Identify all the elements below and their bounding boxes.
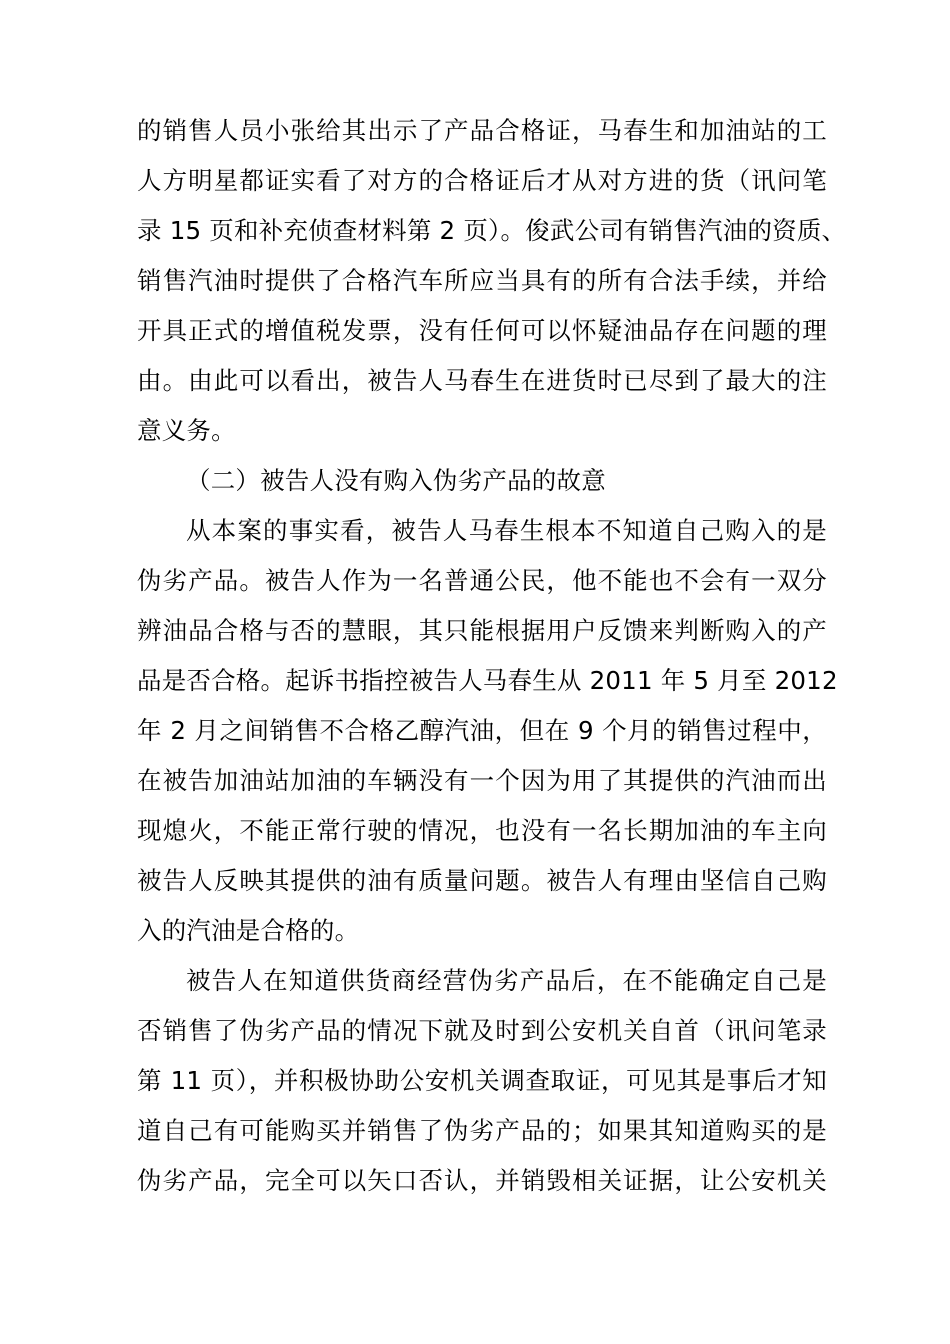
text-line: 在被告加油站加油的车辆没有一个因为用了其提供的汽油而出 [137,766,827,795]
text-line: 道自己有可能购买并销售了伪劣产品的；如果其知道购买的是 [137,1116,827,1145]
text-line: 人方明星都证实看了对方的合格证后才从对方进的货（讯问笔 [137,166,827,195]
text-line: 被告人在知道供货商经营伪劣产品后，在不能确定自己是 [186,966,827,995]
section-heading: （二）被告人没有购入伪劣产品的故意 [186,466,606,495]
text-line: 意义务。 [137,416,236,445]
text-line: 品是否合格。起诉书指控被告人马春生从 2011 年 5 月至 2012 [137,666,838,695]
text-line: 销售汽油时提供了合格汽车所应当具有的所有合法手续，并给 [137,266,827,295]
text-line: 的销售人员小张给其出示了产品合格证，马春生和加油站的工 [137,116,827,145]
text-line: 被告人反映其提供的油有质量问题。被告人有理由坚信自己购 [137,866,827,895]
text-line: 开具正式的增值税发票，没有任何可以怀疑油品存在问题的理 [137,316,827,345]
text-line: 伪劣产品。被告人作为一名普通公民，他不能也不会有一双分 [137,566,827,595]
text-line: 否销售了伪劣产品的情况下就及时到公安机关自首（讯问笔录 [137,1016,827,1045]
text-line: 录 15 页和补充侦查材料第 2 页）。俊武公司有销售汽油的资质、 [137,216,847,245]
text-line: 由。由此可以看出，被告人马春生在进货时已尽到了最大的注 [137,366,827,395]
text-line: 辨油品合格与否的慧眼，其只能根据用户反馈来判断购入的产 [137,616,827,645]
text-line: 第 11 页），并积极协助公安机关调查取证，可见其是事后才知 [137,1066,827,1095]
text-line: 现熄火，不能正常行驶的情况，也没有一名长期加油的车主向 [137,816,827,845]
text-line: 伪劣产品，完全可以矢口否认，并销毁相关证据，让公安机关 [137,1166,827,1195]
text-line: 入的汽油是合格的。 [137,916,360,945]
text-line: 从本案的事实看，被告人马春生根本不知道自己购入的是 [186,516,827,545]
text-line: 年 2 月之间销售不合格乙醇汽油，但在 9 个月的销售过程中， [137,716,827,745]
